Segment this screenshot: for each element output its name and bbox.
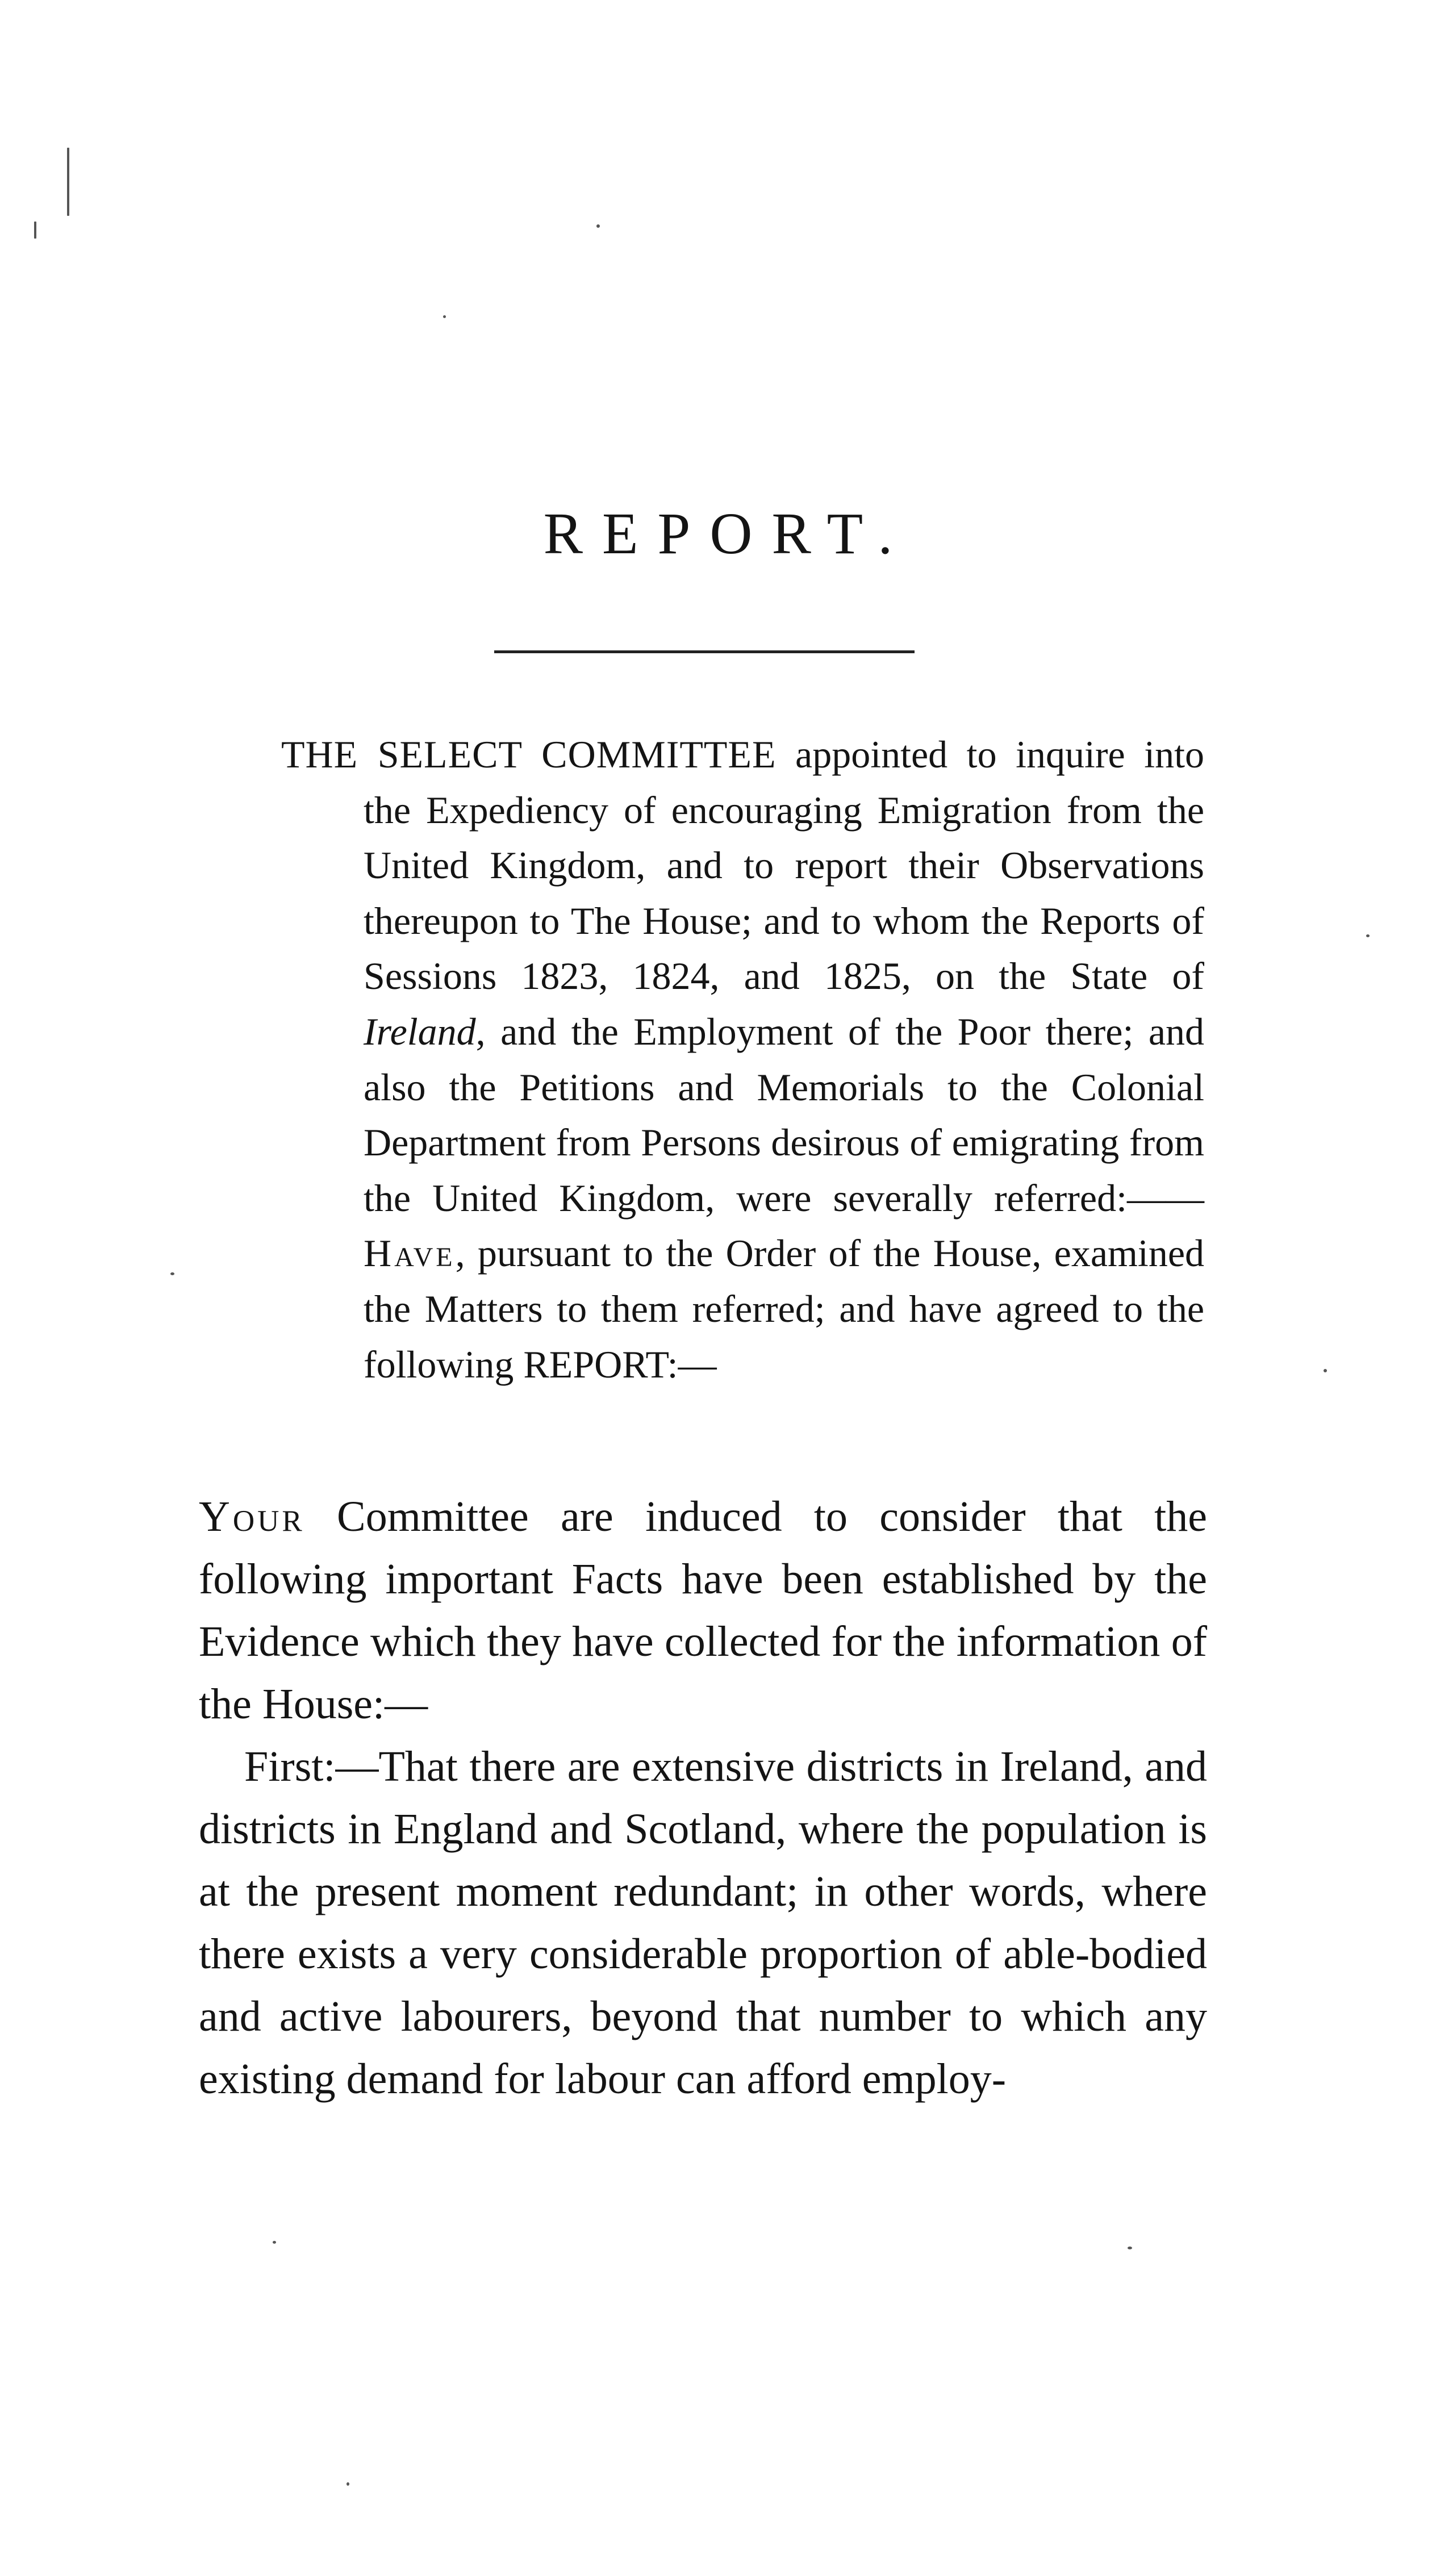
page-title: REPORT. xyxy=(543,501,912,566)
speck xyxy=(34,222,36,239)
preamble-have: Have xyxy=(364,1231,456,1275)
preamble-paragraph xyxy=(281,727,1204,1392)
speck xyxy=(67,148,69,216)
speck xyxy=(347,2482,349,2486)
speck xyxy=(596,224,600,228)
body-paragraph-1-text: Committee are induced to consider that the following important Facts have been established by the Evidence which they have collected for the information of the House:— xyxy=(199,1493,1207,1728)
speck xyxy=(1324,1369,1327,1372)
title-rule xyxy=(494,650,915,653)
body-paragraph-1 xyxy=(199,1485,1207,1735)
preamble-text-3: , pursuant to the Order of the House, examined the Matters to them referred; and have agreed to the following REPORT:— xyxy=(364,1231,1204,1386)
speck xyxy=(1366,934,1370,937)
speck xyxy=(1128,2247,1132,2249)
speck xyxy=(273,2241,276,2244)
preamble-text-2: , and the Employment of the Poor there; and also the Petitions and Memorials to the Colonial Department from Persons desirous of emigrating from the United Kingdom, were severally referred:—— xyxy=(364,1009,1204,1220)
speck xyxy=(170,1272,174,1275)
preamble-lead: THE SELECT COMMITTEE xyxy=(281,733,777,776)
body-paragraph-1-lead: Your xyxy=(199,1493,305,1540)
report-body xyxy=(199,1485,1207,2110)
body-paragraph-2: First:—That there are extensive districts in Ireland, and districts in England and Scotland, where the population is at the present moment redundant; in other words, where there exists a very considerable proportion of able-bodied and active labourers, beyond that number to which any existing demand for labour can afford employ- xyxy=(199,1743,1207,2103)
preamble-ireland: Ireland xyxy=(364,1009,476,1053)
speck xyxy=(443,315,446,318)
preamble-text-1: appointed to inquire into the Expediency of encouraging Emigration from the United Kingdom, and to report their Observations thereupon to The House; and to whom the Reports of Sessions 1823, 1824, and 1825, on the State of xyxy=(364,733,1204,998)
